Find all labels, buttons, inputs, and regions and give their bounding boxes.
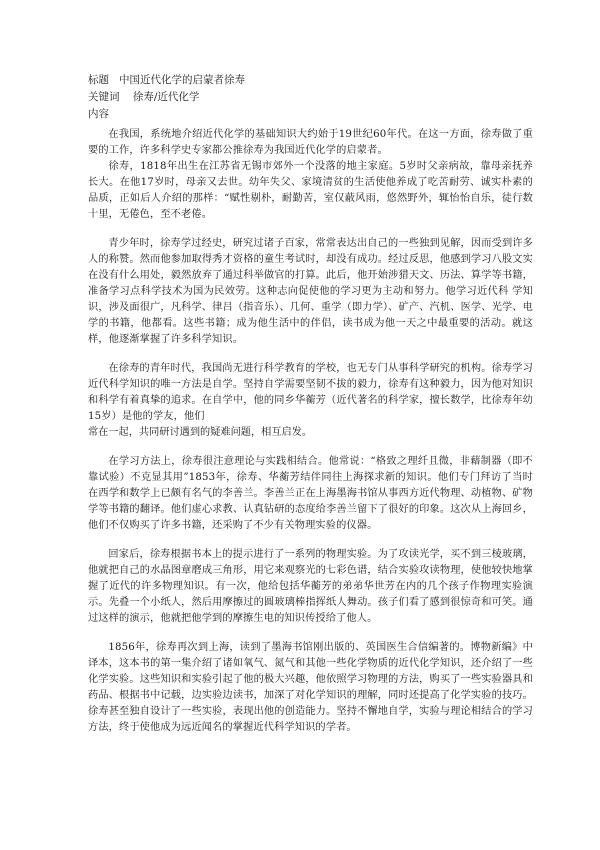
paragraph-1: 在我国，系统地介绍近代化学的基础知识大约始于19世纪60年代。在这一方面，徐寿做了重要的工作，许多科学史专家都公推徐寿为我国近代化学的启蒙者。 <box>88 129 533 156</box>
keywords-value: 徐寿/近代化学 <box>132 91 200 103</box>
content-label: 内容 <box>88 108 109 120</box>
paragraph-3: 青少年时，徐寿学过经史，研究过诸子百家，常常表达出自己的一些独到见解，因而受到许多人的称赞。然而他参加取得秀才资格的童生考试时，却没有成功。经过反思，他感到学习八股文实在没有什么用处，毅然放弃了通过科举做官的打算。此后，他开始涉猎天文、历法、算学等书籍，准备学习点科学技术为国为民效劳。这种志向促使他的学习更为主动和努力。他学习近代科 学知识，涉及面很广，凡科学、律吕（指音乐）、几何、重学（即力学）、矿产、汽机、医学、光学、电学的书籍，他都看。这些书籍；成为他生活中的伴侣，读书成为他一天之中最重要的活动。就这样，他逐渐掌握了许多科学知识。 <box>88 238 533 345</box>
article-body <box>88 127 533 736</box>
paragraph-6: 回家后，徐寿根据书本上的提示进行了一系列的物理实验。为了攻读光学，买不到三棱玻璃，他就把自己的水晶图章磨成三角形，用它来观察光的七彩色谱，结合实验攻读物理，使他较快地掌握了近代的许多物理知识。有一次，他给包括华蘅芳的弟弟华世芳在内的几个孩子作物理实验演示。先叠一个小纸人，然后用摩擦过的圆玻璃棒指挥纸人舞动。孩子们看了感到很惊奇和可笑。通过这样的演示，他就把他学到的摩擦生电的知识传授给了他人。 <box>88 549 533 624</box>
content-line <box>88 106 528 123</box>
document-title: 中国近代化学的启蒙者徐寿 <box>119 74 246 86</box>
keywords-label: 关键词 <box>88 91 120 103</box>
paragraph-5: 在学习方法上，徐寿很注意理论与实践相结合。他常说：“格致之理纤且微，非藉制器（即不靠试验）不克显其用”1853年，徐寿、华蘅芳结伴同往上海探求新的知识。他们专门拜访了当时在西学和数学上已颇有名气的李善兰。李善兰正在上海墨海书馆从事西方近代物理、动植物、矿物学等书籍的翻译。他们虚心求教、认真钻研的态度给李善兰留下了很好的印象。这次从上海回乡，他们不仅购买了许多书籍，还采购了不少有关物理实验的仪器。 <box>88 456 533 531</box>
document-header <box>88 72 528 123</box>
paragraph-7: 1856年，徐寿再次到上海，读到了墨海书馆刚出版的、英国医生合信编著的。博物新编》中译本，这本书的第一集介绍了诸如氧气、氮气和其他一些化学物质的近代化学知识，还介绍了一些化学实验。这些知识和实验引起了他的极大兴趣，他依照学习物理的方法，购买了一些实验器具和药品、根据书中记载，边实验边读书，加深了对化学知识的理解，同时还提高了化学实验的技巧。徐寿甚至独自设计了一些实验，表现出他的创造能力。坚持不懈地自学，实验与理论相结合的学习方法，终于使他成为远近闻名的掌握近代科学知识的学者。 <box>88 642 533 733</box>
paragraph-4-continuation: 常在一起，共同研讨遇到的疑难问题，相互启发。 <box>88 427 313 438</box>
title-label: 标题 <box>88 74 109 86</box>
paragraph-4: 在徐寿的青年时代，我国尚无进行科学教育的学校，也无专门从事科学研究的机构。徐寿学习近代科学知识的唯一方法是自学。坚持自学需要坚韧不拔的毅力，徐寿有这种毅力，因为他对知识和科学有着真挚的追求。在自学中，他的同乡华蘅芳（近代著名的科学家，擅长数学，比徐寿年幼15岁）是他的学友，他们 <box>88 363 533 422</box>
paragraph-2: 徐寿，1818年出生在江苏省无锡市郊外一个没落的地主家庭。5岁时父亲病故，靠母亲抚养长大。在他17岁时，母亲又去世。幼年失父、家境清贫的生活使他养成了吃苦耐劳、诚实朴素的品质，正如后人介绍的那样：“赋性剔朴，耐勤苦，室仅蔽风雨，悠然野外，辄怡怡自乐，徒行数十里，无倦色，至不老倦。 <box>88 161 533 220</box>
keywords-line <box>88 89 528 106</box>
title-line <box>88 72 528 89</box>
